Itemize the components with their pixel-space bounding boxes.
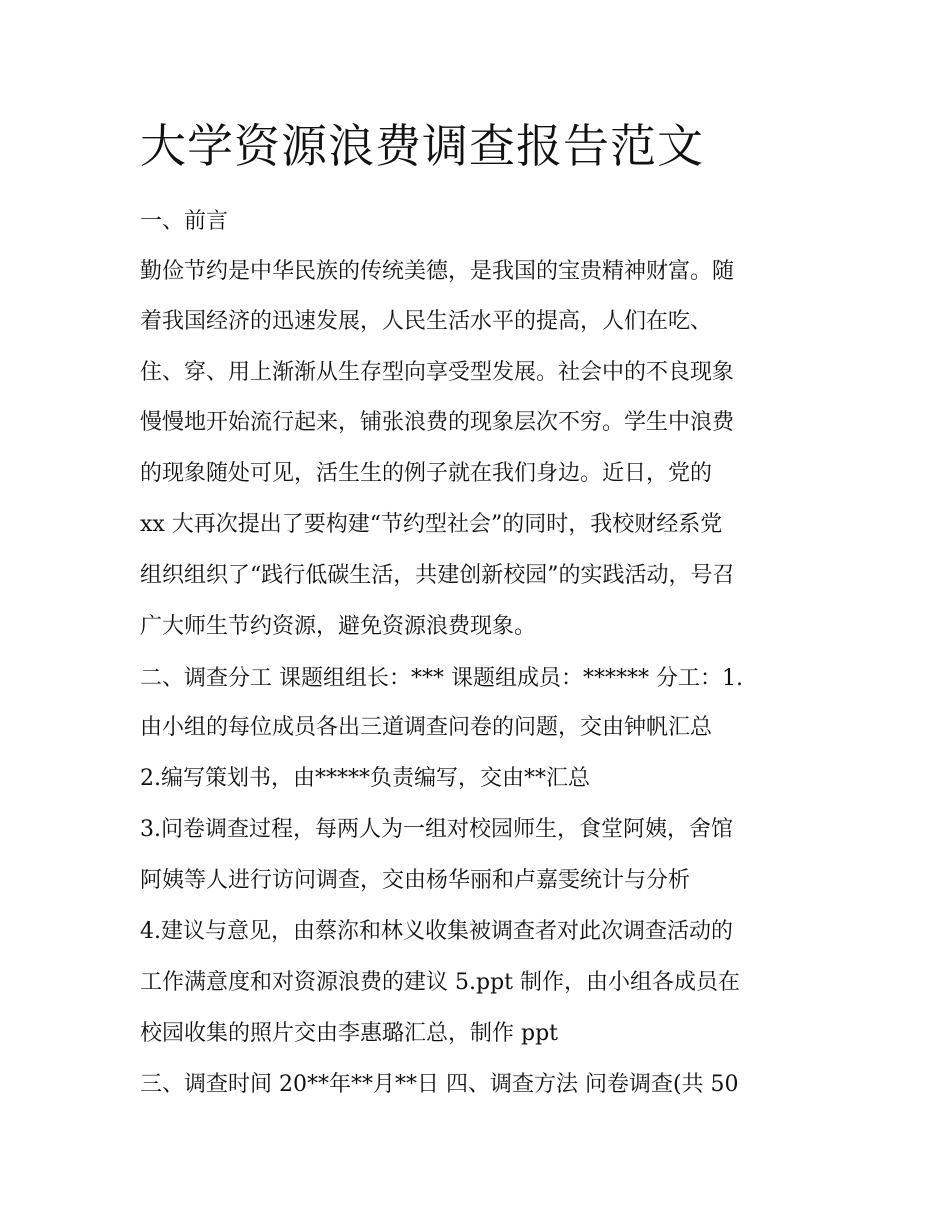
body-line: 工作满意度和对资源浪费的建议 5.ppt 制作，由小组各成员在: [140, 970, 740, 995]
body-line: 的现象随处可见，活生生的例子就在我们身边。近日，党的: [140, 461, 713, 486]
heading-division: 二、调查分工 课题组组长：*** 课题组成员：****** 分工：1.: [140, 666, 743, 691]
body-line: 4.建议与意见，由蔡沵和林义收集被调查者对此次调查活动的: [140, 919, 733, 944]
body-line: xx 大再次提出了要构建“节约型社会”的同时，我校财经系党: [140, 512, 723, 537]
body-line: 广大师生节约资源，避免资源浪费现象。: [140, 614, 537, 639]
body-line: 由小组的每位成员各出三道调查问卷的问题，交由钟帆汇总: [140, 715, 713, 740]
heading-preface: 一、前言: [140, 209, 229, 234]
body-line: 阿姨等人进行访问调查，交由杨华丽和卢嘉雯统计与分析: [140, 868, 691, 893]
body-line: 组织组织了“践行低碳生活，共建创新校园”的实践活动，号召: [140, 563, 735, 588]
body-line: 住、穿、用上渐渐从生存型向享受型发展。社会中的不良现象: [140, 360, 735, 385]
body-line: 勤俭节约是中华民族的传统美德，是我国的宝贵精神财富。随: [140, 259, 735, 284]
document-title: 大学资源浪费调查报告范文: [140, 119, 704, 173]
body-line: 2.编写策划书，由*****负责编写，交由**汇总: [140, 766, 590, 791]
body-line: 着我国经济的迅速发展，人民生活水平的提高，人们在吃、: [140, 309, 713, 334]
body-line: 慢慢地开始流行起来，铺张浪费的现象层次不穷。学生中浪费: [140, 410, 735, 435]
heading-time-method: 三、调查时间 20**年**月**日 四、调查方法 问卷调查(共 50: [140, 1072, 739, 1097]
body-line: 3.问卷调查过程，每两人为一组对校园师生，食堂阿姨，舍馆: [140, 817, 733, 842]
body-line: 校园收集的照片交由李惠璐汇总，制作 ppt: [140, 1021, 559, 1046]
